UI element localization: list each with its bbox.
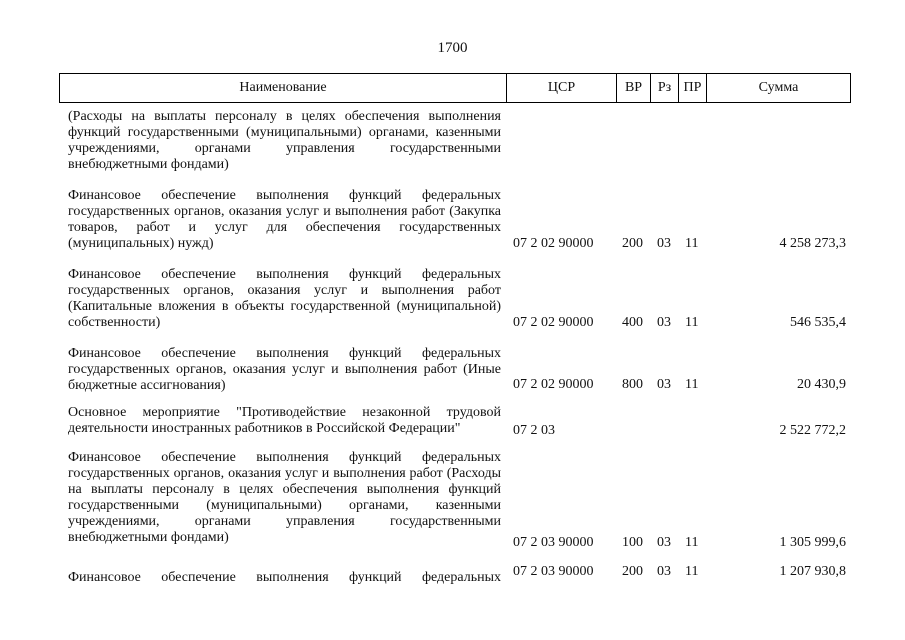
row-csr: 07 2 03 — [513, 423, 555, 438]
row-name: Финансовое обеспечение выполнения функций федеральных государственных органов, оказания услуг и выполнения работ (Расходы на выплаты персоналу в целях обеспечения выполнения функций государственными (муниципальными) органами, казенными учреждениями, органами управления государственными внебюджетными фондами) — [68, 450, 501, 545]
header-vr: ВР — [617, 74, 651, 102]
row-vr: 400 — [622, 315, 643, 330]
row-rz: 03 — [657, 377, 671, 392]
row-sum: 2 522 772,2 — [779, 423, 846, 438]
row-rz: 03 — [657, 535, 671, 550]
row-name: (Расходы на выплаты персоналу в целях обеспечения выполнения функций государственными (муниципальными) органами, казенными учреждениями, органами управления государственными внебюджетными фондами) — [68, 109, 501, 172]
row-sum: 546 535,4 — [790, 315, 846, 330]
row-name: Финансовое обеспечение выполнения функций федеральных государственных органов, оказания услуг и выполнения работ (Иные бюджетные ассигнования) — [68, 346, 501, 393]
row-vr: 800 — [622, 377, 643, 392]
header-name: Наименование — [60, 74, 507, 102]
row-rz: 03 — [657, 315, 671, 330]
row-pr: 11 — [685, 535, 699, 550]
row-csr: 07 2 02 90000 — [513, 315, 594, 330]
row-pr: 11 — [685, 236, 699, 251]
table-header — [59, 73, 851, 103]
header-sum: Сумма — [758, 80, 799, 95]
row-pr: 11 — [685, 377, 699, 392]
row-csr: 07 2 02 90000 — [513, 377, 594, 392]
page-number: 1700 — [437, 40, 468, 56]
row-name: Финансовое обеспечение выполнения функций федеральных государственных органов, оказания услуг и выполнения работ (Закупка товаров, работ и услуг для обеспечения государственных (муниципальных) нужд) — [68, 188, 501, 251]
row-sum: 4 258 273,3 — [779, 236, 846, 251]
row-csr: 07 2 02 90000 — [513, 236, 594, 251]
row-vr: 200 — [622, 564, 643, 579]
row-pr: 11 — [685, 315, 699, 330]
row-name: Финансовое обеспечение выполнения функций федеральных — [68, 570, 501, 585]
header-pr: ПР — [679, 74, 707, 102]
row-csr: 07 2 03 90000 — [513, 564, 594, 579]
row-sum: 1 305 999,6 — [779, 535, 846, 550]
row-vr: 100 — [622, 535, 643, 550]
row-rz: 03 — [657, 564, 671, 579]
row-name: Основное мероприятие "Противодействие незаконной трудовой деятельности иностранных работников в Российской Федерации" — [68, 405, 501, 436]
header-csr: ЦСР — [507, 74, 617, 102]
row-pr: 11 — [685, 564, 699, 579]
row-csr: 07 2 03 90000 — [513, 535, 594, 550]
row-name: Финансовое обеспечение выполнения функций федеральных государственных органов, оказания услуг и выполнения работ (Капитальные вложения в объекты государственной (муниципальной) собственности) — [68, 267, 501, 330]
row-sum: 20 430,9 — [797, 377, 846, 392]
row-sum: 1 207 930,8 — [779, 564, 846, 579]
header-rz: Рз — [651, 74, 679, 102]
row-vr: 200 — [622, 236, 643, 251]
row-rz: 03 — [657, 236, 671, 251]
